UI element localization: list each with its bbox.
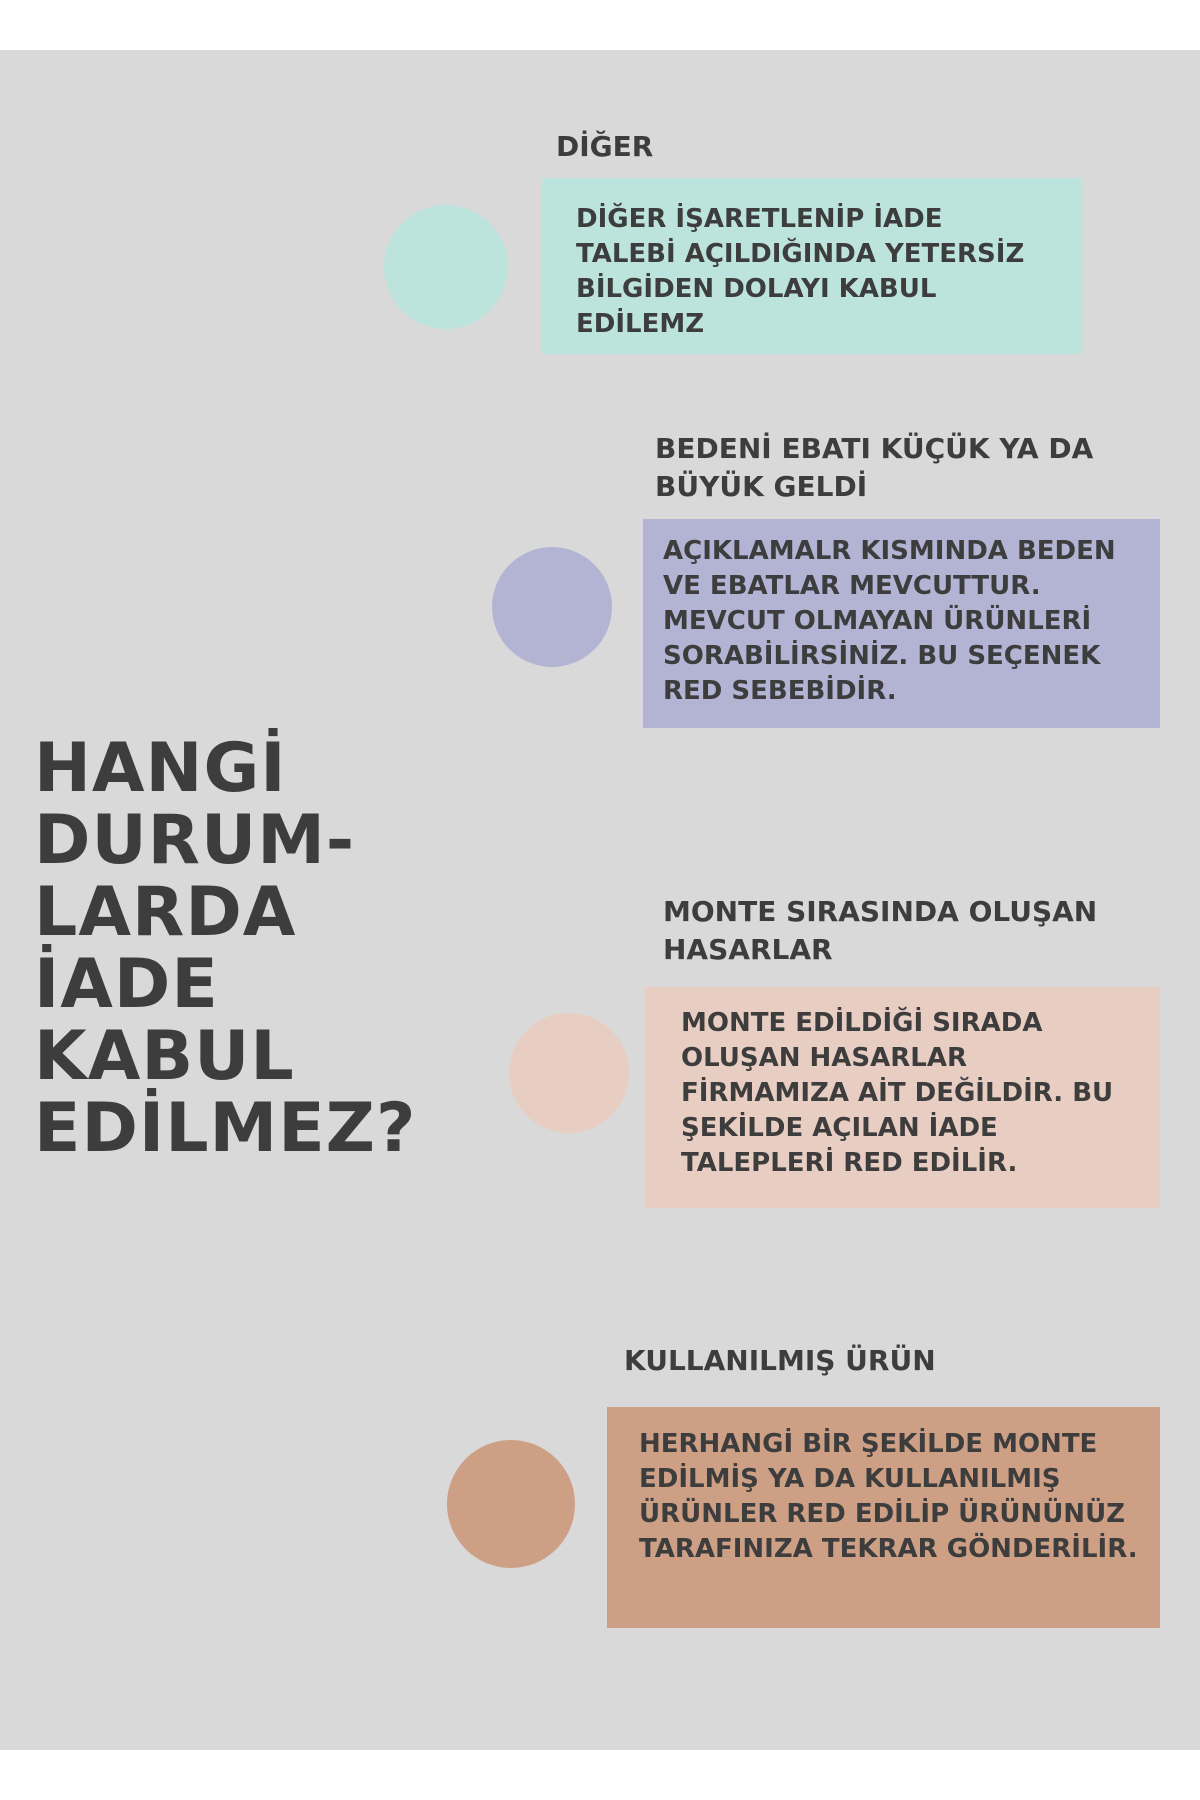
section-box-diger bbox=[542, 178, 1082, 354]
mint-circle bbox=[384, 205, 508, 329]
section-heading-beden: BEDENİ EBATI KÜÇÜK YA DA BÜYÜK GELDİ bbox=[655, 432, 1094, 503]
section-heading-diger: DİĞER bbox=[556, 130, 654, 163]
section-box-monte bbox=[645, 987, 1160, 1208]
main-title: HANGİ DURUM- LARDA İADE KABUL EDİLMEZ? bbox=[34, 729, 417, 1168]
infographic-page bbox=[0, 50, 1200, 1750]
section-text-diger: DİĞER İŞARETLENİP İADE TALEBİ AÇILDIĞINDA YETERSİZ BİLGİDEN DOLAYI KABUL EDİLEMZ bbox=[576, 204, 1025, 339]
tan-circle bbox=[447, 1440, 575, 1568]
section-heading-kullanilmis: KULLANILMIŞ ÜRÜN bbox=[624, 1344, 936, 1377]
section-text-monte: MONTE EDİLDİĞİ SIRADA OLUŞAN HASARLAR FİRMAMIZA AİT DEĞİLDİR. BU ŞEKİLDE AÇILAN İADE TALEPLERİ RED EDİLİR. bbox=[681, 1008, 1114, 1178]
section-text-kullanilmis: HERHANGİ BİR ŞEKİLDE MONTE EDİLMİŞ YA DA KULLANILMIŞ ÜRÜNLER RED EDİLİP ÜRÜNÜNÜZ TARAFINIZA TEKRAR GÖNDERİLİR. bbox=[639, 1429, 1138, 1564]
lavender-circle bbox=[492, 547, 612, 667]
section-box-beden bbox=[643, 519, 1160, 728]
section-box-kullanilmis bbox=[607, 1407, 1160, 1628]
section-heading-monte: MONTE SIRASINDA OLUŞAN HASARLAR bbox=[663, 895, 1098, 966]
blush-circle bbox=[509, 1013, 629, 1133]
section-text-beden: AÇIKLAMALR KISMINDA BEDEN VE EBATLAR MEVCUTTUR. MEVCUT OLMAYAN ÜRÜNLERİ SORABİLİRSİNİZ. BU SEÇENEK RED SEBEBİDİR. bbox=[663, 536, 1116, 706]
